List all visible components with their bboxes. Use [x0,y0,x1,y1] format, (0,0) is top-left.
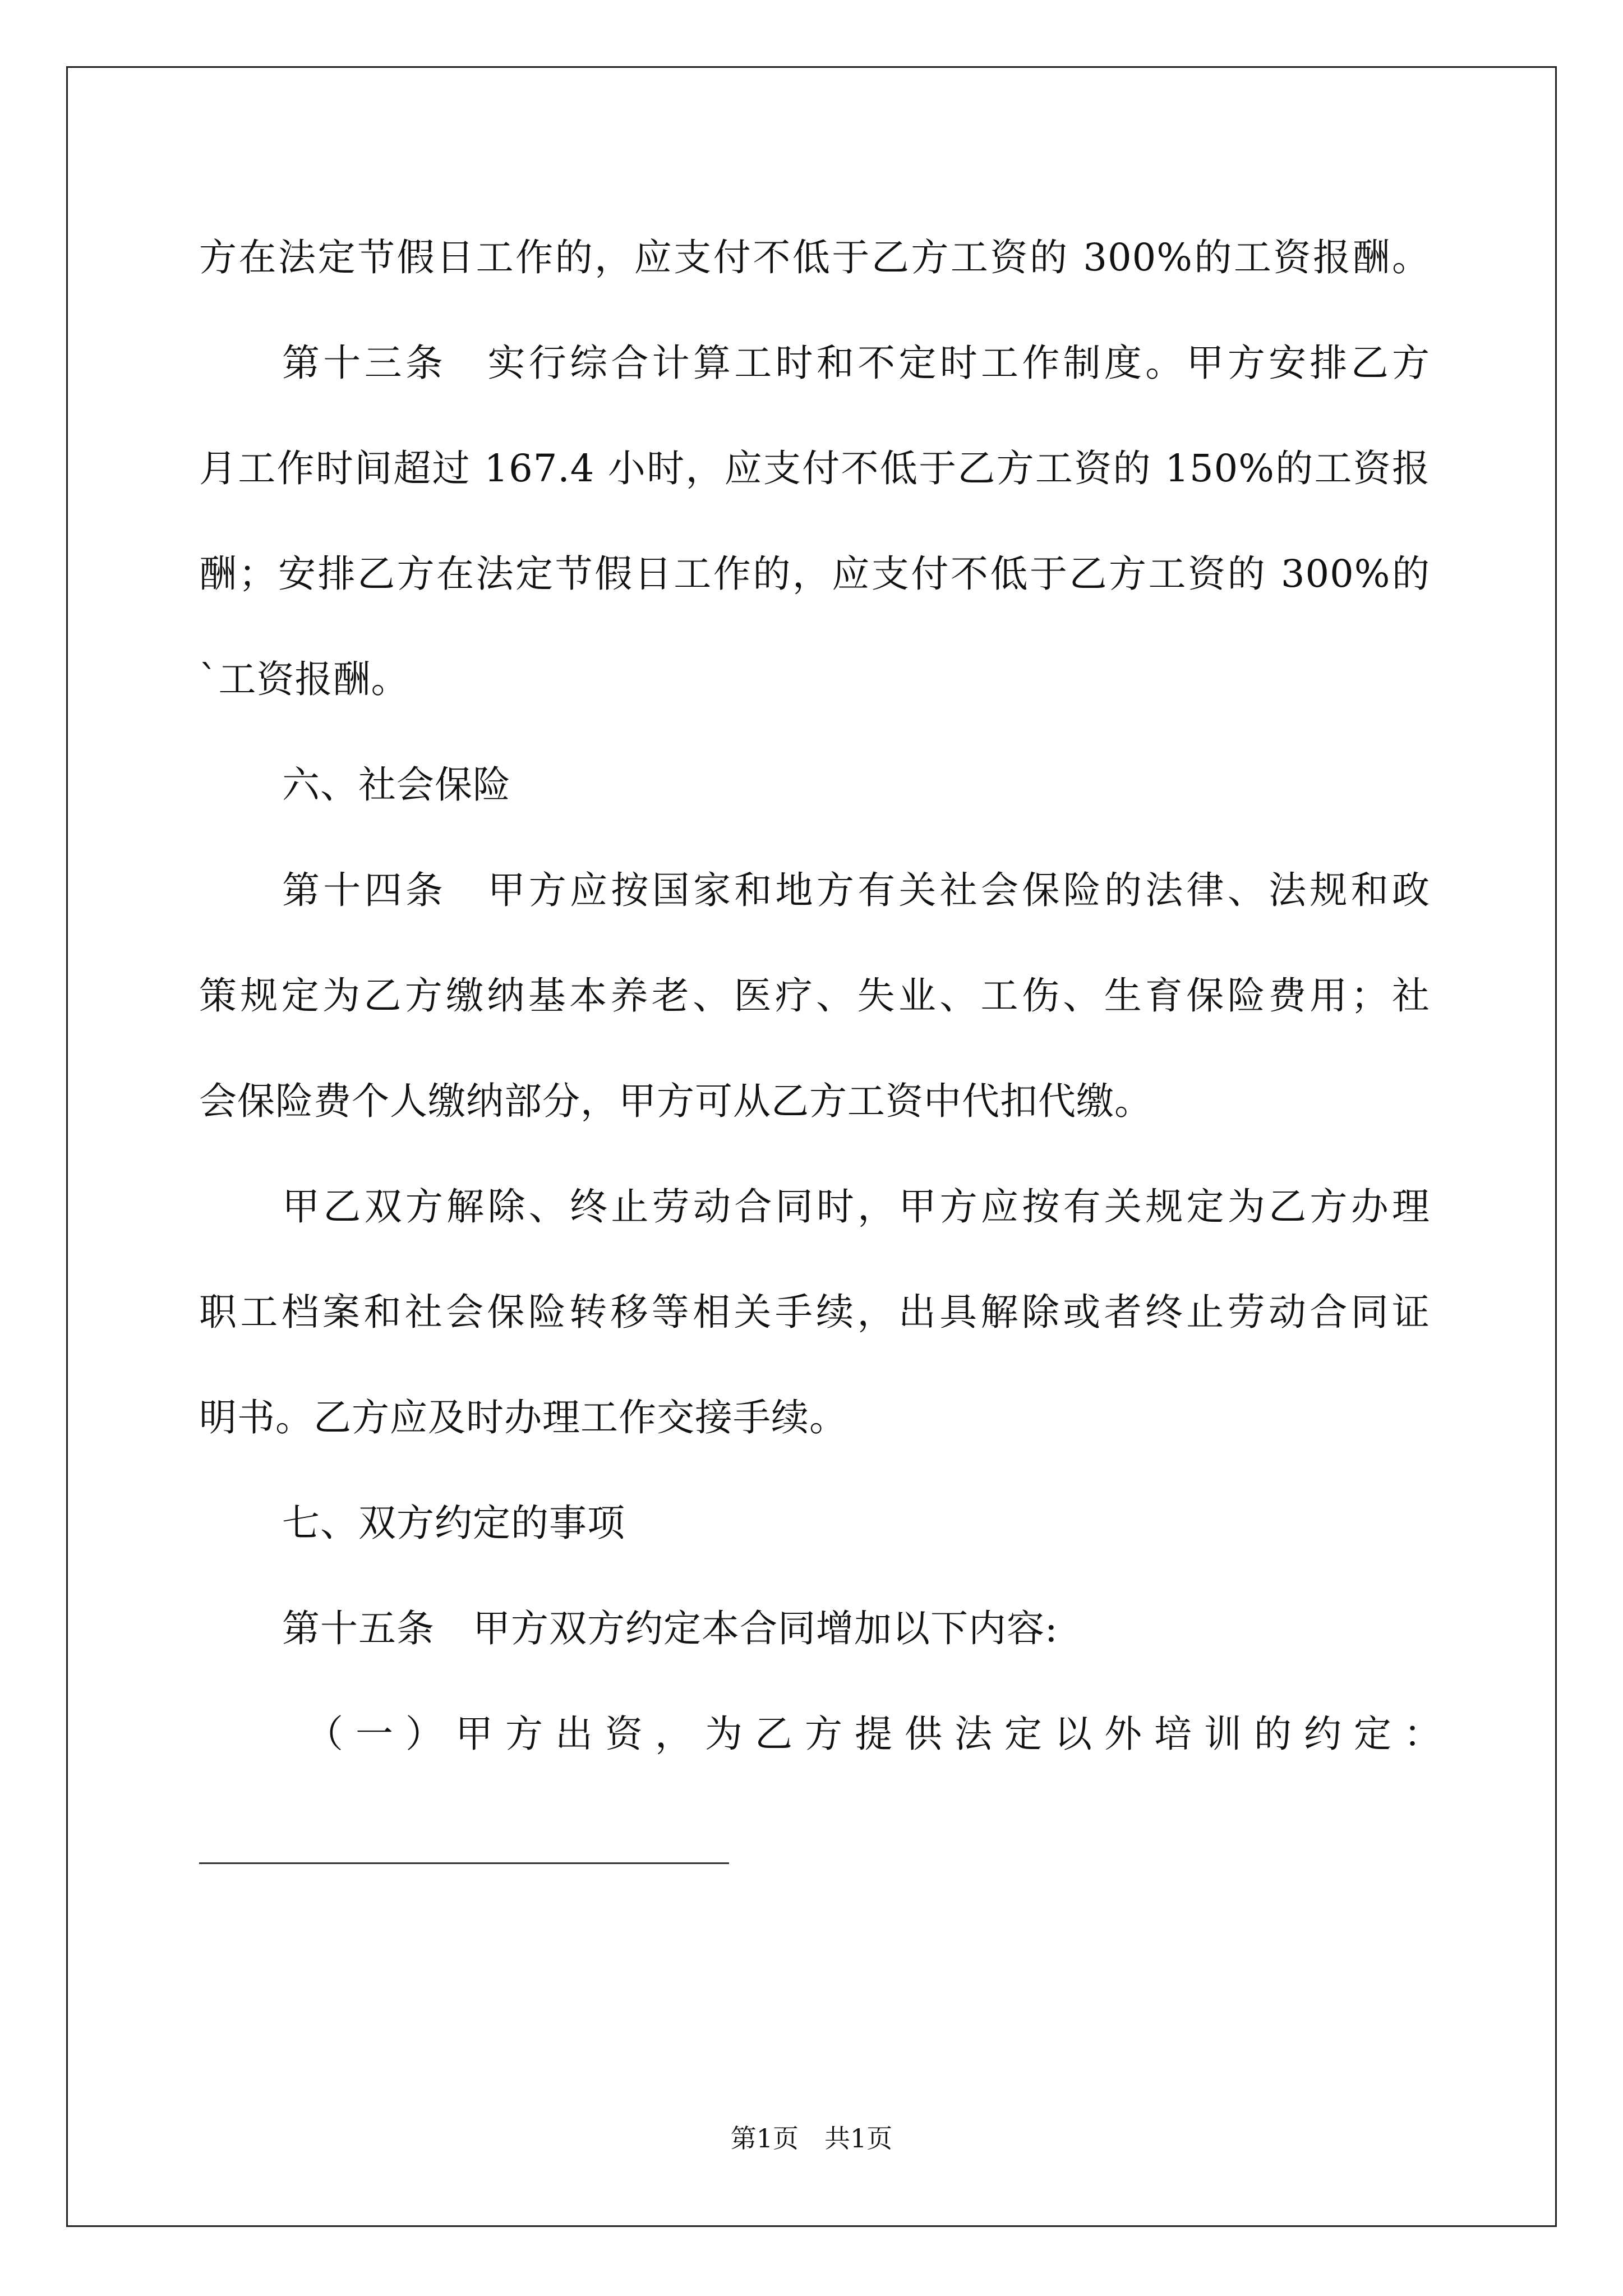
paragraph-line: `工资报酬。 [199,657,409,701]
fill-in-blank-line [199,1862,729,1864]
article-14-heading-line: 第十四条 甲方应按国家和地方有关社会保险的法律、法规和政 [282,868,1430,912]
section-heading-social-insurance: 六、社会保险 [282,763,511,807]
paragraph-line: 甲乙双方解除、终止劳动合同时，甲方应按有关规定为乙方办理 [282,1185,1430,1228]
document-body [199,205,1454,1787]
paragraph-line: 酬；安排乙方在法定节假日工作的，应支付不低于乙方工资的 300%的 [199,552,1430,596]
article-13-heading-line: 第十三条 实行综合计算工时和不定时工作制度。甲方安排乙方 [282,341,1430,385]
page-footer: 第1页 共1页 [730,2123,893,2154]
article-15-heading-line: 第十五条 甲方双方约定本合同增加以下内容: [282,1607,1058,1650]
training-clause-line: （一）甲方出资，为乙方提供法定以外培训的约定： [306,1712,1454,1756]
section-heading-agreed-matters: 七、双方约定的事项 [282,1501,625,1545]
paragraph-line: 方在法定节假日工作的，应支付不低于乙方工资的 300%的工资报酬。 [199,236,1430,279]
paragraph-line: 策规定为乙方缴纳基本养老、医疗、失业、工伤、生育保险费用；社 [199,974,1430,1018]
paragraph-line: 职工档案和社会保险转移等相关手续，出具解除或者终止劳动合同证 [199,1290,1430,1334]
paragraph-line: 会保险费个人缴纳部分，甲方可从乙方工资中代扣代缴。 [199,1079,1152,1123]
paragraph-line: 月工作时间超过 167.4 小时，应支付不低于乙方工资的 150%的工资报 [199,447,1430,490]
paragraph-line: 明书。乙方应及时办理工作交接手续。 [199,1396,847,1439]
